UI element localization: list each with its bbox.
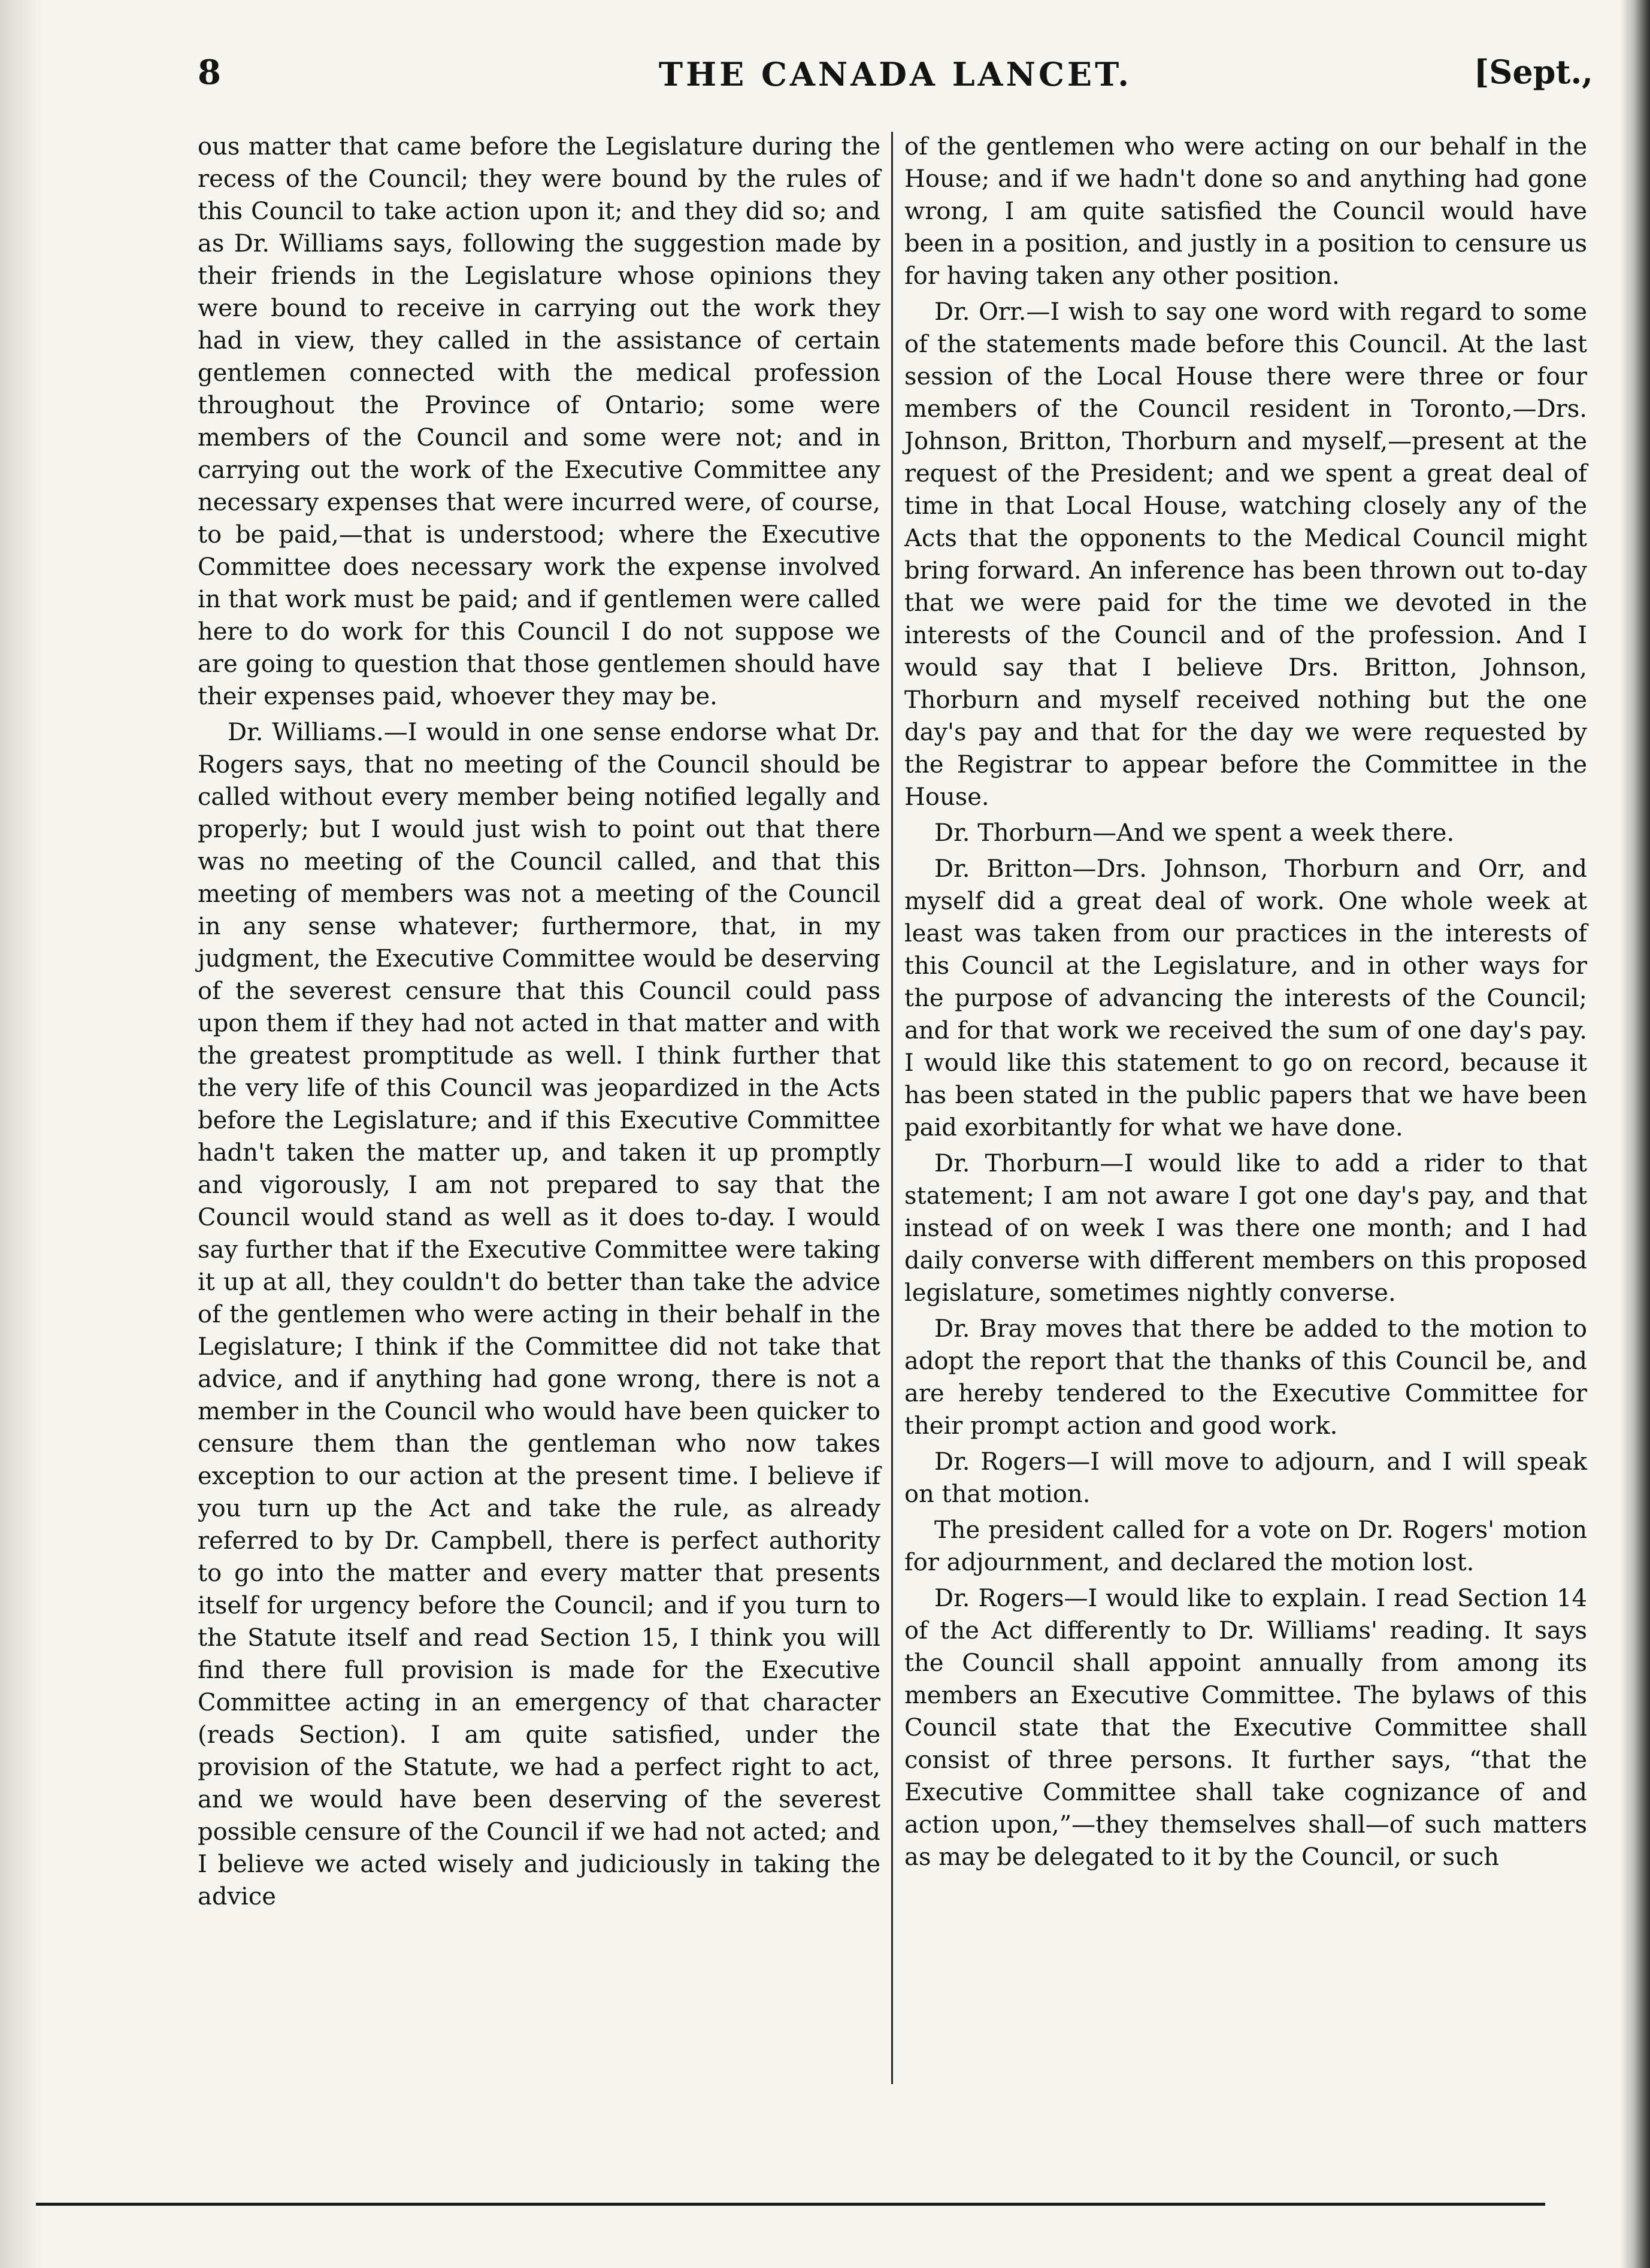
page-number: 8 — [198, 53, 221, 92]
paragraph: Dr. Thorburn—And we spent a week there. — [934, 819, 1455, 847]
paragraph: Dr. Orr.—I wish to say one word with regard to some of the statements made before this Council. At the last session of the Local House there were three or four members of the Council resident in Toronto,—Drs. Johnson, Britton, Thorburn and myself,—present at the request of the President; and we spent a great deal of time in that Local House, watching closely any of the Acts that the opponents to the Medical Council might bring forward. An inference has been thrown out to-day that we were paid for the time we devoted in the interests of the Council and of the profession. And I would say that I believe Drs. Britton, Johnson, Thorburn and myself received nothing but the one day's pay and that for the day we were requested by the Registrar to appear before the Committee in the House. — [904, 298, 1587, 811]
paragraph: Dr. Britton—Drs. Johnson, Thorburn and Orr, and myself did a great deal of work. One whole week at least was taken from our practices in the interests of this Council at the Legislature, and in other ways for the purpose of advancing the interests of the Council; and for that work we received the sum of one day's pay. I would like this statement to go on record, because it has been stated in the public papers that we have been paid exorbitantly for what we have done. — [904, 855, 1587, 1141]
paragraph: Dr. Rogers—I will move to adjourn, and I will speak on that motion. — [904, 1448, 1587, 1508]
paragraph: Dr. Rogers—I would like to explain. I read Section 14 of the Act differently to Dr. Williams' reading. It says the Council shall appoint annually from among its members an Executive Committee. The bylaws of this Council state that the Executive Committee shall consist of three persons. It further says, “that the Executive Committee shall take cognizance of and action upon,”—they themselves shall—of such matters as may be delegated to it by the Council, or such — [904, 1585, 1587, 1871]
running-head — [198, 53, 1593, 107]
bottom-rule — [36, 2203, 1545, 2206]
binding-edge — [1620, 0, 1650, 2268]
paragraph: of the gentlemen who were acting on our behalf in the House; and if we hadn't done so and anything had gone wrong, I am quite satisfied the Council would have been in a position, and justly in a position to censure us for having taken any other position. — [904, 133, 1587, 290]
paragraph: ous matter that came before the Legislature during the recess of the Council; they were bound by the rules of this Council to take action upon it; and they did so; and as Dr. Williams says, following the suggestion made by their friends in the Legislature whose opinions they were bound to receive in carrying out the work they had in view, they called in the assistance of certain gentlemen connected with the medical profession throughout the Province of Ontario; some were members of the Council and some were not; and in carrying out the work of the Executive Committee any necessary expenses that were incurred were, of course, to be paid,—that is understood; where the Executive Committee does necessary work the expense involved in that work must be paid; and if gentlemen were called here to do work for this Council I do not suppose we are going to question that those gentlemen should have their expenses paid, whoever they may be. — [198, 133, 880, 710]
paragraph: Dr. Thorburn—I would like to add a rider to that statement; I am not aware I got one day's pay, and that instead of on week I was there one month; and I had daily converse with different members on this proposed legislature, sometimes nightly converse. — [904, 1150, 1587, 1307]
issue-month: [Sept., — [1473, 53, 1593, 91]
paragraph: Dr. Bray moves that there be added to the motion to adopt the report that the thanks of this Council be, and are hereby tendered to the Executive Committee for their prompt action and good work. — [904, 1315, 1587, 1440]
column-divider — [891, 132, 893, 2084]
paragraph: Dr. Williams.—I would in one sense endorse what Dr. Rogers says, that no meeting of the Council should be called without every member being notified legally and properly; but I would just wish to point out that there was no meeting of the Council called, and that this meeting of members was not a meeting of the Council in any sense whatever; furthermore, that, in my judgment, the Executive Committee would be deserving of the severest censure that this Council could pass upon them if they had not acted in that matter and with the greatest promptitude as well. I think further that the very life of this Council was jeopardized in the Acts before the Legislature; and if this Executive Committee hadn't taken the matter up, and taken it up promptly and vigorously, I am not prepared to say that the Council would stand as well as it does to-day. I would say further that if the Executive Committee were taking it up at all, they couldn't do better than take the advice of the gentlemen who were acting in their behalf in the Legislature; I think if the Committee did not take that advice, and if anything had gone wrong, there is not a member in the Council who would have been quicker to censure them than the gentleman who now takes exception to our action at the present time. I believe if you turn up the Act and take the rule, as already referred to by Dr. Campbell, there is perfect authority to go into the matter and every matter that presents itself for urgency before the Council; and if you turn to the Statute itself and read Section 15, I think you will find there full provision is made for the Executive Committee acting in an emergency of that character (reads Section). I am quite satisfied, under the provision of the Statute, we had a perfect right to act, and we would have been deserving of the severest possible censure of the Council if we had not acted; and I believe we acted wisely and judiciously in taking the advice — [198, 719, 880, 1910]
journal-title: THE CANADA LANCET. — [658, 55, 1133, 93]
page-left-edge — [0, 0, 42, 2268]
paragraph: The president called for a vote on Dr. Rogers' motion for adjournment, and declared the motion lost. — [904, 1516, 1587, 1576]
right-column — [904, 131, 1587, 1877]
left-column — [198, 131, 880, 1916]
